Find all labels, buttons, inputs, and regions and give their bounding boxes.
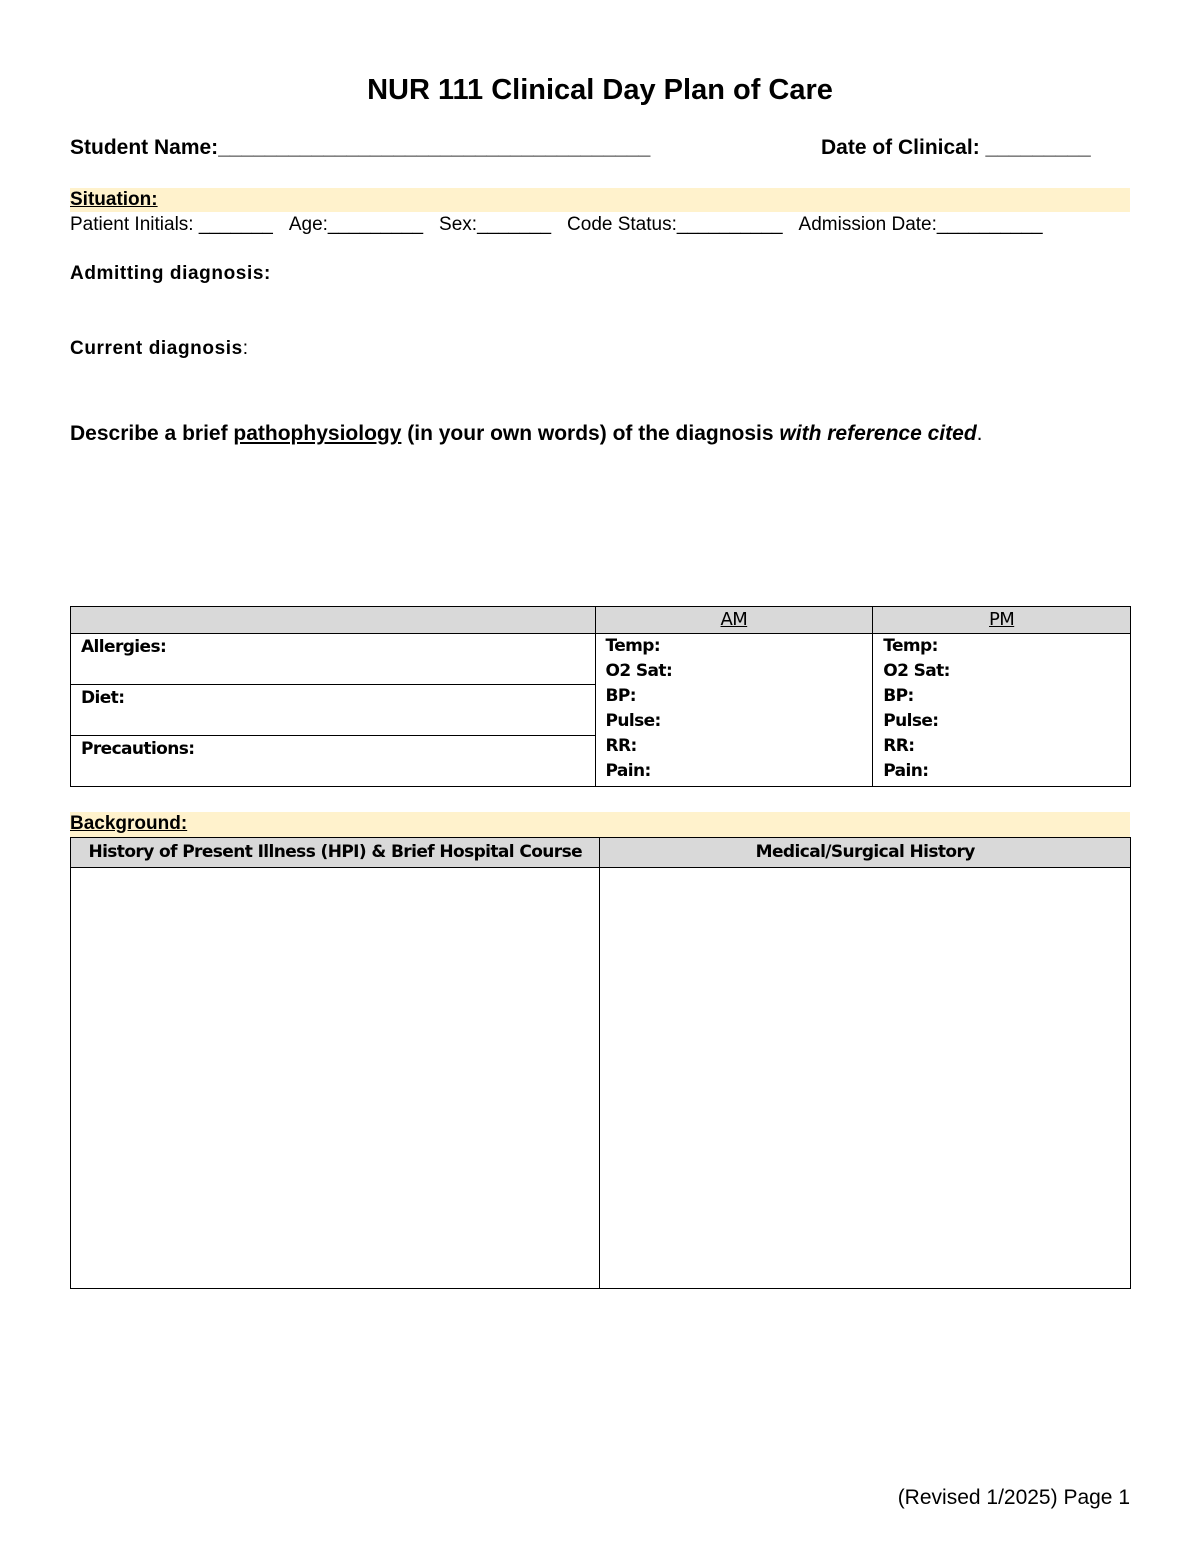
vitals-header-pm: PM <box>873 607 1131 634</box>
diet-label: Diet: <box>81 688 125 708</box>
precautions-label: Precautions: <box>81 739 195 759</box>
date-of-clinical-field[interactable] <box>821 134 1091 162</box>
patient-initials-field[interactable] <box>70 212 273 238</box>
code-status-blank[interactable]: __________ <box>676 214 783 235</box>
vitals-header-blank <box>71 607 596 634</box>
patho-text-2: (in your own words) of the diagnosis <box>401 422 780 445</box>
situation-heading: Situation: <box>70 189 158 210</box>
table-row <box>71 868 1131 1289</box>
medical-surgical-history-entry-cell[interactable] <box>600 868 1131 1289</box>
page-footer: (Revised 1/2025) Page 1 <box>897 1486 1130 1509</box>
diet-cell[interactable] <box>71 685 596 736</box>
pm-pulse-label: Pulse: <box>883 711 939 731</box>
pm-rr-label: RR: <box>883 736 915 756</box>
student-name-field[interactable] <box>70 134 650 162</box>
patho-text-1: Describe a brief <box>70 422 234 445</box>
patho-underlined: pathophysiology <box>233 422 402 445</box>
am-temp-label: Temp: <box>605 636 661 656</box>
student-name-label: Student Name: <box>70 136 219 159</box>
sex-label: Sex: <box>439 214 478 235</box>
precautions-cell[interactable] <box>71 736 596 787</box>
admission-date-blank[interactable]: __________ <box>936 214 1043 235</box>
patient-initials-label: Patient Initials: <box>70 214 194 235</box>
vitals-header-am: AM <box>595 607 873 634</box>
am-vitals-cell[interactable] <box>595 634 873 787</box>
am-o2-sat-label: O2 Sat: <box>605 661 673 681</box>
am-pulse-label: Pulse: <box>605 711 661 731</box>
hpi-entry-cell[interactable] <box>71 868 600 1289</box>
vitals-table <box>70 606 1131 787</box>
vitals-header-row <box>71 607 1131 634</box>
pm-bp-label: BP: <box>883 686 914 706</box>
student-name-blank[interactable]: _____________________________________ <box>218 136 651 159</box>
date-of-clinical-label: Date of Clinical: <box>821 136 980 159</box>
pm-vitals-cell[interactable] <box>873 634 1131 787</box>
date-of-clinical-blank[interactable]: _________ <box>979 136 1091 159</box>
patho-italic: with reference cited <box>779 422 977 445</box>
age-blank[interactable]: _________ <box>327 214 424 235</box>
admission-date-field[interactable] <box>799 212 1043 238</box>
patho-end: . <box>976 422 983 445</box>
current-diagnosis-colon: : <box>242 338 249 359</box>
background-section-header <box>70 812 1130 837</box>
hpi-column-header: History of Present Illness (HPI) & Brief Hospital Course <box>71 838 600 868</box>
background-table <box>70 837 1131 1289</box>
situation-section-header <box>70 188 1130 212</box>
pm-o2-sat-label: O2 Sat: <box>883 661 950 681</box>
allergies-label: Allergies: <box>81 637 167 657</box>
age-field[interactable] <box>289 212 423 238</box>
admitting-diagnosis-label: Admitting diagnosis: <box>70 263 271 284</box>
current-diagnosis-row <box>70 336 249 362</box>
patient-info-row <box>70 212 1130 238</box>
page-title: NUR 111 Clinical Day Plan of Care <box>367 74 833 106</box>
current-diagnosis-label: Current diagnosis <box>70 338 243 359</box>
medical-surgical-history-column-header: Medical/Surgical History <box>600 838 1131 868</box>
am-rr-label: RR: <box>605 736 637 756</box>
code-status-field[interactable] <box>567 212 783 238</box>
pm-temp-label: Temp: <box>883 636 938 656</box>
patient-initials-blank[interactable]: _______ <box>193 214 273 235</box>
am-bp-label: BP: <box>605 686 636 706</box>
sex-blank[interactable]: _______ <box>477 214 552 235</box>
table-row <box>71 634 1131 685</box>
background-heading: Background: <box>70 813 188 834</box>
sex-field[interactable] <box>439 212 551 238</box>
am-pain-label: Pain: <box>605 761 651 781</box>
admission-date-label: Admission Date: <box>798 214 937 235</box>
pathophysiology-prompt <box>70 420 982 448</box>
code-status-label: Code Status: <box>567 214 677 235</box>
pm-pain-label: Pain: <box>883 761 929 781</box>
background-header-row <box>71 838 1131 868</box>
age-label: Age: <box>288 214 328 235</box>
allergies-cell[interactable] <box>71 634 596 685</box>
